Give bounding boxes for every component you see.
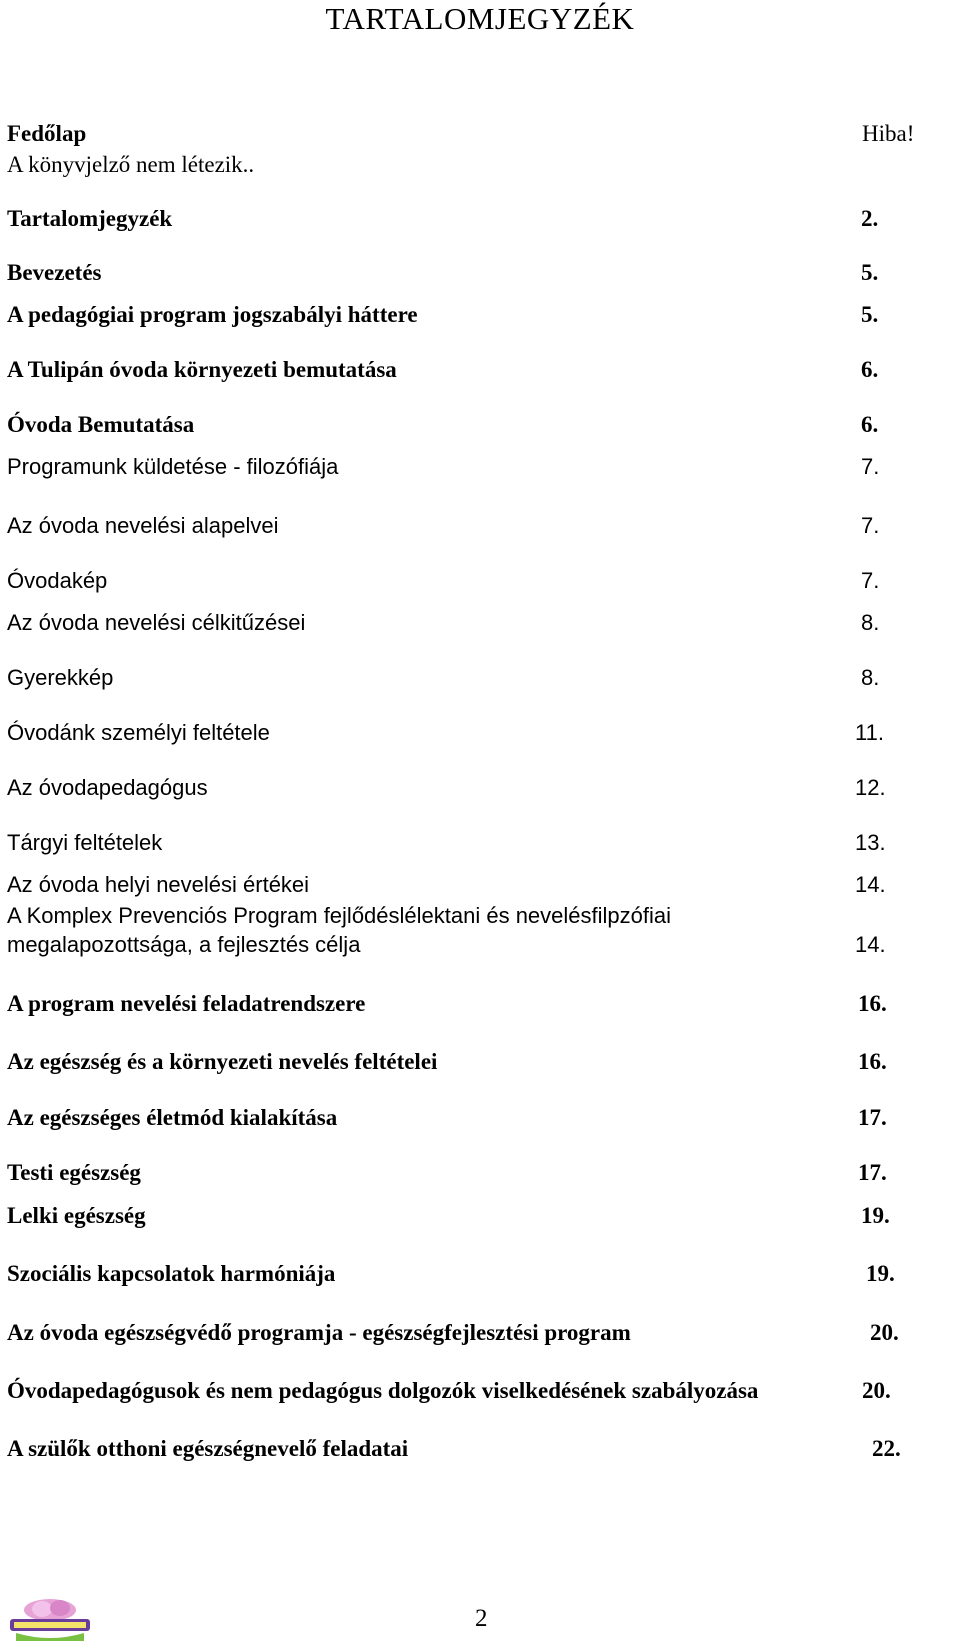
toc-entry-egeszseg-kornyezeti-neveles[interactable]: Az egészség és a környezeti nevelés feltételei (7, 1049, 438, 1074)
toc-page-egeszsegvedo-programja[interactable]: 20. (870, 1320, 899, 1345)
toc-page-testi-egeszseg[interactable]: 17. (858, 1160, 887, 1185)
toc-entry-tartalomjegyzek[interactable]: Tartalomjegyzék (7, 206, 173, 231)
toc-page-szocialis-kapcsolatok[interactable]: 19. (866, 1261, 895, 1286)
toc-entry-kornyezeti-bemutatasa[interactable]: A Tulipán óvoda környezeti bemutatása (7, 357, 397, 382)
toc-entry-viselkedesenek-szabalyozasa[interactable]: Óvodapedagógusok és nem pedagógus dolgozók viselkedésének szabályozása (7, 1378, 759, 1403)
toc-entry-nevelesi-celkituzesei[interactable]: Az óvoda nevelési célkitűzései (7, 610, 306, 635)
toc-entry-szocialis-kapcsolatok[interactable]: Szociális kapcsolatok harmóniája (7, 1261, 336, 1286)
toc-page-ovodapedagogus[interactable]: 12. (855, 775, 886, 800)
page-number: 2 (475, 1605, 488, 1632)
toc-entry-nevelesi-feladatrendszere[interactable]: A program nevelési feladatrendszere (7, 991, 366, 1016)
toc-entry-bookmark-error: A könyvjelző nem létezik.. (7, 152, 255, 177)
toc-entry-egeszsegvedo-programja[interactable]: Az óvoda egészségvédő programja - egészségfejlesztési program (7, 1320, 631, 1345)
toc-page-targyi-feltetelek[interactable]: 13. (855, 830, 886, 855)
toc-page-ovoda-bemutatasa[interactable]: 6. (861, 412, 879, 437)
toc-entry-szulok-egeszsegnevelo[interactable]: A szülők otthoni egészségnevelő feladatai (7, 1436, 409, 1461)
toc-title: TARTALOMJEGYZÉK (325, 1, 635, 36)
toc-page-szemelyi-feltetele[interactable]: 11. (855, 720, 884, 745)
toc-page-egeszseg-kornyezeti-neveles[interactable]: 16. (858, 1049, 887, 1074)
toc-page-jogszabalyi-hattere[interactable]: 5. (861, 302, 879, 327)
toc-entry-gyerekkep[interactable]: Gyerekkép (7, 665, 114, 690)
toc-entry-bevezetes[interactable]: Bevezetés (7, 260, 102, 285)
toc-entry-nevelesi-alapelvei[interactable]: Az óvoda nevelési alapelvei (7, 513, 279, 538)
toc-entry-ovodapedagogus[interactable]: Az óvodapedagógus (7, 775, 208, 800)
toc-page-tartalomjegyzek[interactable]: 2. (861, 206, 879, 231)
toc-entry-ovodakep[interactable]: Óvodakép (7, 568, 108, 593)
toc-page-kuldetese-filozofiaja[interactable]: 7. (861, 454, 880, 479)
toc-entry-komplex-prevencios-line1[interactable]: A Komplex Prevenciós Program fejlődéslélektani és nevelésfilpzófiai (7, 903, 672, 928)
toc-page-helyi-nevelesi-ertekei[interactable]: 14. (855, 872, 886, 897)
toc-page-kornyezeti-bemutatasa[interactable]: 6. (861, 357, 879, 382)
toc-entry-lelki-egeszseg[interactable]: Lelki egészség (7, 1203, 146, 1228)
toc-entry-komplex-prevencios-line2[interactable]: megalapozottsága, a fejlesztés célja (7, 932, 361, 957)
toc-page-lelki-egeszseg[interactable]: 19. (861, 1203, 890, 1228)
toc-entry-targyi-feltetelek[interactable]: Tárgyi feltételek (7, 830, 163, 855)
toc-page-nevelesi-feladatrendszere[interactable]: 16. (858, 991, 887, 1016)
toc-page-nevelesi-celkituzesei[interactable]: 8. (861, 610, 880, 635)
toc-entry-fedolap[interactable]: Fedőlap (7, 121, 87, 146)
toc-entry-jogszabalyi-hattere[interactable]: A pedagógiai program jogszabályi háttere (7, 302, 418, 327)
toc-page-fedolap[interactable]: Hiba! (862, 121, 915, 146)
toc-page-komplex-prevencios[interactable]: 14. (855, 932, 886, 957)
toc-page-ovodakep[interactable]: 7. (861, 568, 880, 593)
toc-page-szulok-egeszsegnevelo[interactable]: 22. (872, 1436, 901, 1461)
tulip-logo-icon (10, 1596, 90, 1641)
toc-page-nevelesi-alapelvei[interactable]: 7. (861, 513, 880, 538)
toc-entry-ovoda-bemutatasa[interactable]: Óvoda Bemutatása (7, 412, 195, 437)
toc-entry-helyi-nevelesi-ertekei[interactable]: Az óvoda helyi nevelési értékei (7, 872, 310, 897)
toc-entry-kuldetese-filozofiaja[interactable]: Programunk küldetése - filozófiája (7, 454, 339, 479)
toc-page-egeszseges-eletmod[interactable]: 17. (858, 1105, 887, 1130)
toc-entry-szemelyi-feltetele[interactable]: Óvodánk személyi feltétele (7, 720, 270, 745)
toc-page-gyerekkep[interactable]: 8. (861, 665, 880, 690)
toc-page-viselkedesenek-szabalyozasa[interactable]: 20. (862, 1378, 891, 1403)
toc-entry-egeszseges-eletmod[interactable]: Az egészséges életmód kialakítása (7, 1105, 338, 1130)
toc-page-bevezetes[interactable]: 5. (861, 260, 879, 285)
toc-entry-testi-egeszseg[interactable]: Testi egészség (7, 1160, 141, 1185)
logo (10, 1596, 90, 1641)
